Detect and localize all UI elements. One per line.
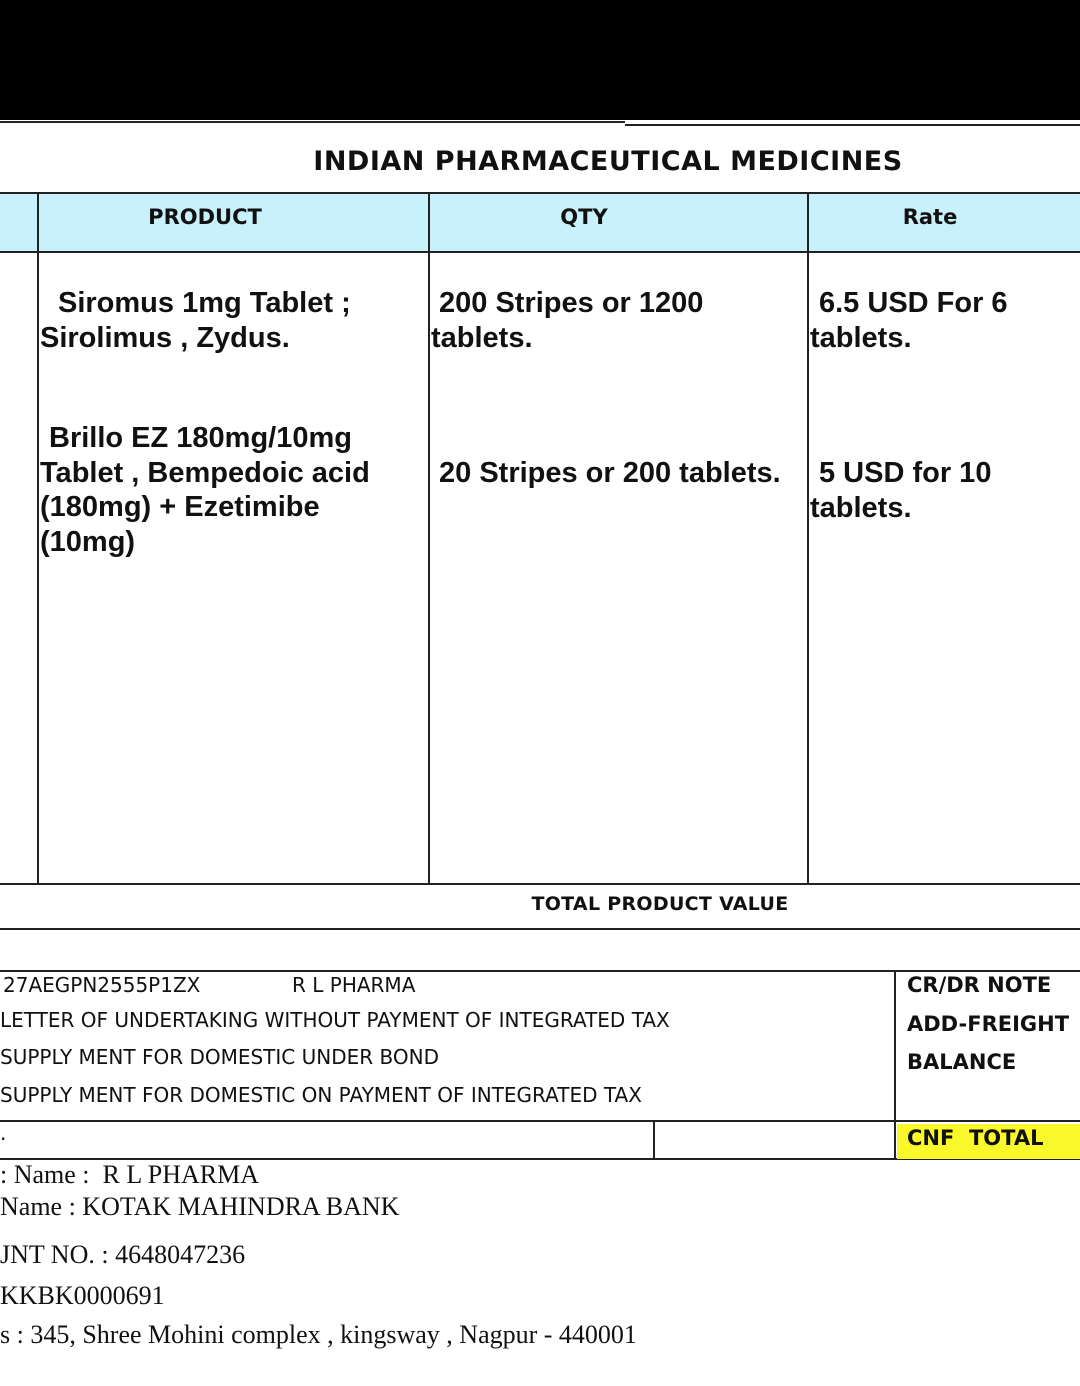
rate-unit: tablets. bbox=[810, 321, 912, 354]
company-name: R L PHARMA bbox=[292, 973, 416, 997]
tax-note-line: SUPPLY MENT FOR DOMESTIC ON PAYMENT OF INTEGRATED TAX bbox=[0, 1083, 642, 1107]
tax-box-divider bbox=[894, 970, 896, 1160]
add-freight-label: ADD-FREIGHT bbox=[907, 1012, 1070, 1036]
qty-unit: tablets. bbox=[431, 321, 533, 354]
table-rule bbox=[0, 192, 1080, 194]
rate-cell bbox=[810, 456, 1080, 525]
gstin-number: 27AEGPN2555P1ZX bbox=[3, 973, 201, 997]
bank-name: Name : KOTAK MAHINDRA BANK bbox=[0, 1192, 400, 1221]
account-number: JNT NO. : 4648047236 bbox=[0, 1240, 246, 1269]
product-name: Brillo EZ 180mg/10mg bbox=[49, 422, 352, 454]
column-header-rate: Rate bbox=[902, 205, 958, 229]
column-header-qty: QTY bbox=[560, 205, 608, 229]
total-product-value-label: TOTAL PRODUCT VALUE bbox=[531, 893, 789, 915]
rate-value: 6.5 USD For 6 bbox=[819, 287, 1008, 319]
cr-dr-note-label: CR/DR NOTE bbox=[907, 973, 1052, 997]
qty-cell bbox=[431, 286, 803, 355]
qty-value: 200 Stripes or 1200 bbox=[439, 287, 704, 319]
table-rule bbox=[0, 251, 1080, 253]
row-marker: . bbox=[0, 1121, 7, 1145]
column-divider bbox=[428, 193, 430, 885]
table-row bbox=[40, 286, 425, 355]
column-divider bbox=[807, 193, 809, 885]
balance-label: BALANCE bbox=[907, 1050, 1017, 1074]
column-divider bbox=[37, 193, 39, 885]
tax-box-top bbox=[0, 970, 1080, 972]
cnf-total-label: CNF TOTAL bbox=[907, 1126, 1044, 1150]
total-rule bbox=[0, 928, 1080, 930]
ifsc-code: KKBK0000691 bbox=[0, 1281, 165, 1310]
qty-value: 20 Stripes or 200 tablets. bbox=[439, 457, 781, 489]
top-rule bbox=[0, 121, 625, 123]
account-name: : Name : R L PHARMA bbox=[0, 1160, 260, 1189]
bank-address: s : 345, Shree Mohini complex , kingsway , Nagpur - 440001 bbox=[0, 1320, 637, 1349]
tax-note-line: SUPPLY MENT FOR DOMESTIC UNDER BOND bbox=[0, 1045, 439, 1069]
column-header-product: PRODUCT bbox=[148, 205, 262, 229]
rate-cell bbox=[810, 286, 1080, 355]
document-title: INDIAN PHARMACEUTICAL MEDICINES bbox=[313, 146, 903, 177]
top-black-band bbox=[0, 0, 1080, 120]
product-detail: Sirolimus , Zydus. bbox=[40, 321, 290, 354]
tax-note-line: LETTER OF UNDERTAKING WITHOUT PAYMENT OF INTEGRATED TAX bbox=[0, 1008, 670, 1032]
table-row bbox=[40, 421, 425, 559]
product-detail: Tablet , Bempedoic acid (180mg) + Ezetimibe (10mg) bbox=[40, 456, 370, 558]
rate-value: 5 USD for 10 bbox=[819, 457, 992, 489]
rate-unit: tablets. bbox=[810, 491, 912, 524]
table-bottom-rule bbox=[0, 883, 1080, 885]
top-rule bbox=[625, 124, 1080, 126]
tax-box-cell-divider bbox=[653, 1120, 655, 1160]
qty-cell bbox=[431, 456, 807, 491]
product-name: Siromus 1mg Tablet ; bbox=[58, 287, 351, 319]
tax-box-mid bbox=[0, 1120, 1080, 1122]
